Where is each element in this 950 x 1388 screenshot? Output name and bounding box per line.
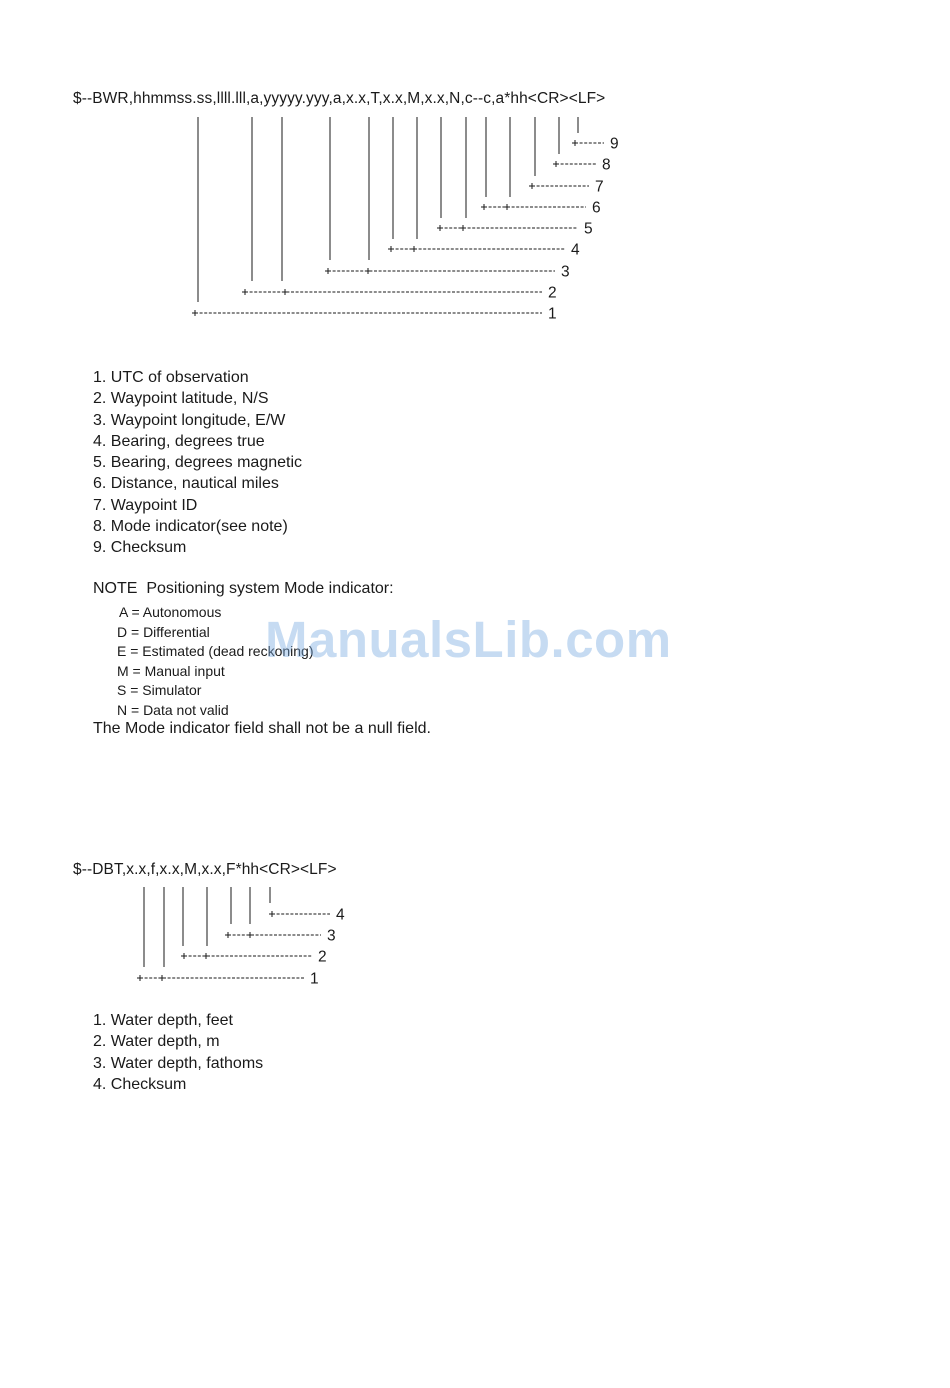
callout-number: 2	[318, 948, 327, 966]
callout-number: 3	[561, 263, 570, 281]
callout-number: 5	[584, 220, 593, 238]
list-item: 7. Waypoint ID	[93, 496, 198, 514]
callout-number: 4	[571, 241, 580, 259]
callout-number: 1	[310, 970, 319, 988]
null-field-note: The Mode indicator field shall not be a null field.	[93, 720, 431, 737]
watermark: ManualsLib.com	[265, 611, 672, 668]
list-item: 9. Checksum	[93, 539, 187, 557]
list-item: 3. Waypoint longitude, E/W	[93, 411, 286, 429]
list-item: 6. Distance, nautical miles	[93, 475, 279, 493]
mode-item: E = Estimated (dead reckoning)	[117, 643, 314, 660]
bwr-sentence: $--BWR,hhmmss.ss,llll.lll,a,yyyyy.yyy,a,x.x,T,x.x,M,x.x,N,c--c,a*hh<CR><LF>	[73, 90, 606, 107]
callout-number: 8	[602, 156, 611, 174]
callout-number: 2	[548, 284, 557, 302]
list-item: 2. Waypoint latitude, N/S	[93, 390, 269, 408]
list-item: 5. Bearing, degrees magnetic	[93, 454, 303, 472]
mode-item: S = Simulator	[117, 682, 202, 699]
list-item: 8. Mode indicator(see note)	[93, 518, 288, 536]
callout-number: 9	[610, 135, 619, 153]
callout-number: 7	[595, 178, 604, 196]
dbt-field-list	[93, 1010, 263, 1095]
callout-number: 4	[336, 906, 345, 924]
list-item: 4. Bearing, degrees true	[93, 432, 265, 450]
mode-item: M = Manual input	[117, 662, 225, 679]
list-item: 2. Water depth, m	[93, 1033, 220, 1051]
list-item: 1. UTC of observation	[93, 369, 249, 386]
mode-item: D = Differential	[117, 623, 210, 640]
list-item: 4. Checksum	[93, 1075, 187, 1093]
dbt-sentence: $--DBT,x.x,f,x.x,M,x.x,F*hh<CR><LF>	[73, 861, 337, 878]
mode-item: A = Autonomous	[119, 604, 222, 620]
callout-number: 6	[592, 199, 601, 217]
mode-item: N = Data not valid	[117, 701, 229, 718]
callout-number: 3	[327, 927, 336, 945]
mode-note-title: NOTE Positioning system Mode indicator:	[93, 580, 394, 597]
list-item: 3. Water depth, fathoms	[93, 1054, 264, 1072]
list-item: 1. Water depth, feet	[93, 1012, 233, 1029]
callout-number: 1	[548, 305, 557, 323]
